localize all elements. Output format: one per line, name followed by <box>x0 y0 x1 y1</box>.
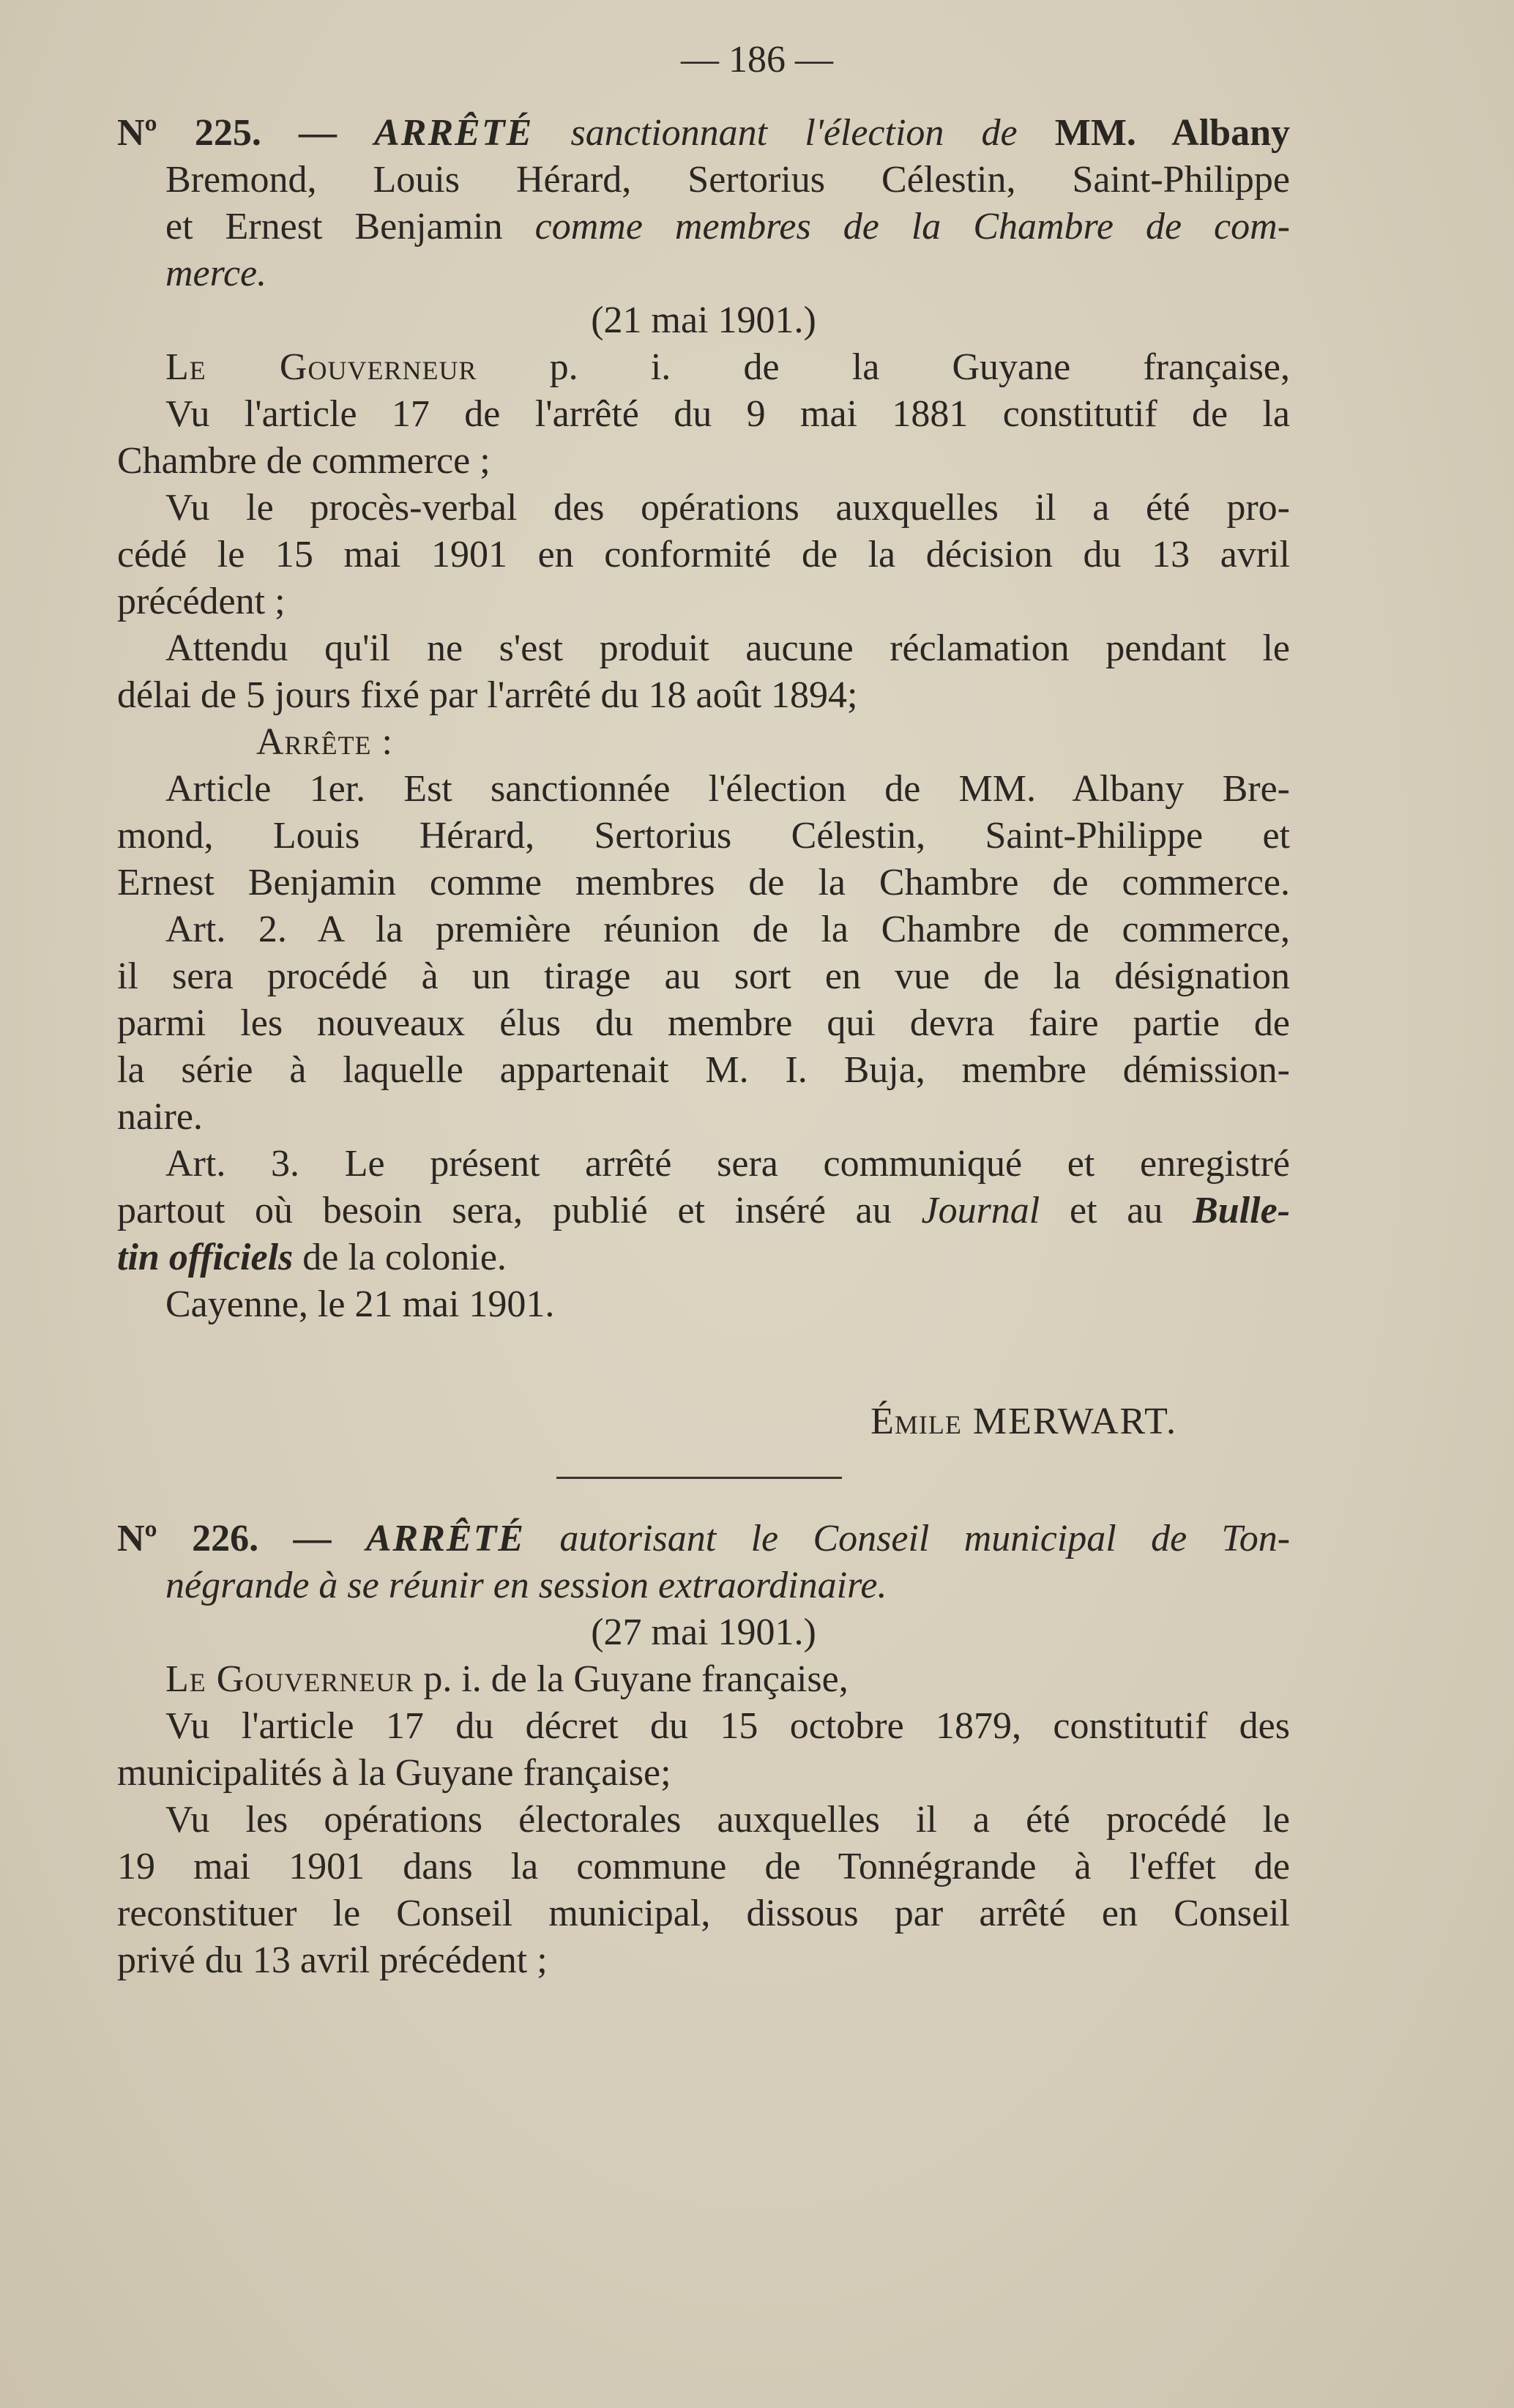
act-226-para-1-line-2: municipalités à la Guyane française; <box>117 1752 671 1794</box>
act-title-text: comme membres de la Chambre de com- <box>534 206 1291 247</box>
article-3-line-3 <box>117 1234 1290 1281</box>
article-2-line-5: naire. <box>117 1096 203 1138</box>
act-225-para-2-line-1: Vu le procès-verbal des opérations auxquelles il a été pro- <box>165 487 1290 529</box>
act-226-para-1-line-1: Vu l'article 17 du décret du 15 octobre 1879, constitutif des <box>165 1705 1290 1747</box>
act-225-para-2-line-3: précédent ; <box>117 581 286 622</box>
act-225-para-1-line-1: Vu l'article 17 de l'arrêté du 9 mai 1881 constitutif de la <box>165 393 1290 435</box>
act-225-title-line-1 <box>117 110 1290 157</box>
governor-label: Le Gouverneur <box>165 346 477 388</box>
article-3-line-1: Art. 3. Le présent arrêté sera communiqué et enregistré <box>165 1143 1290 1185</box>
arrete-heading: Arrête : <box>256 721 393 763</box>
act-226-title-line-1 <box>117 1516 1290 1562</box>
governor-rest: p. i. de la Guyane française, <box>549 346 1290 388</box>
article-2-line-1: Art. 2. A la première réunion de la Chambre de commerce, <box>165 909 1290 950</box>
article-3-text: et au <box>1070 1190 1163 1231</box>
act-title-text: autorisant le Conseil municipal de Ton- <box>559 1518 1291 1559</box>
act-number: Nº 226. — <box>117 1518 332 1559</box>
act-225-date: (21 mai 1901.) <box>591 299 816 341</box>
article-3-text: de la colonie. <box>302 1237 507 1278</box>
act-226-para-2-line-3: reconstituer le Conseil municipal, dissous par arrêté en Conseil <box>117 1893 1290 1934</box>
article-1-line-2: mond, Louis Hérard, Sertorius Célestin, Saint-Philippe et <box>117 815 1290 857</box>
article-3-bulletin-end: tin officiels <box>117 1237 294 1278</box>
act-225-title-line-4: merce. <box>165 253 267 294</box>
article-2-line-2: il sera procédé à un tirage au sort en vue de la désignation <box>117 955 1290 997</box>
act-226-para-2-line-1: Vu les opérations électorales auxquelles il a été procédé le <box>165 1799 1290 1841</box>
act-title-text: MM. Albany <box>1054 112 1291 154</box>
act-226-title-line-2: négrande à se réunir en session extraordinaire. <box>165 1565 887 1606</box>
act-225 <box>117 110 1290 1328</box>
act-title-word: ARRÊTÉ <box>365 1518 526 1559</box>
act-number: Nº 225. — <box>117 112 337 154</box>
act-225-para-3-line-2: délai de 5 jours fixé par l'arrêté du 18 août 1894; <box>117 674 858 716</box>
signature-last: MERWART. <box>972 1401 1177 1442</box>
section-divider <box>556 1477 842 1479</box>
signature <box>870 1400 1177 1443</box>
act-226-governor <box>117 1656 1290 1703</box>
act-225-title-line-3 <box>117 204 1290 250</box>
article-3-line-2 <box>117 1188 1290 1234</box>
act-226-para-2-line-4: privé du 13 avril précédent ; <box>117 1939 548 1981</box>
governor-rest: p. i. de la Guyane française, <box>423 1658 849 1700</box>
act-title-word: ARRÊTÉ <box>374 112 534 154</box>
place-date: Cayenne, le 21 mai 1901. <box>165 1283 555 1325</box>
act-225-para-3-line-1: Attendu qu'il ne s'est produit aucune réclamation pendant le <box>165 627 1290 669</box>
article-1-line-3: Ernest Benjamin comme membres de la Chambre de commerce. <box>117 862 1290 903</box>
article-3-journal: Journal <box>921 1190 1040 1231</box>
act-225-para-2-line-2: cédé le 15 mai 1901 en conformité de la décision du 13 avril <box>117 534 1290 575</box>
act-226 <box>117 1516 1290 1984</box>
act-225-governor <box>117 344 1290 391</box>
act-225-title-line-2: Bremond, Louis Hérard, Sertorius Célestin, Saint-Philippe <box>165 159 1290 201</box>
act-title-text: sanctionnant l'élection de <box>570 112 1018 154</box>
act-226-para-2-line-2: 19 mai 1901 dans la commune de Tonnégrande à l'effet de <box>117 1846 1290 1887</box>
page-number: — 186 — <box>681 39 833 81</box>
act-225-para-1-line-2: Chambre de commerce ; <box>117 440 491 482</box>
act-title-text: et Ernest Benjamin <box>165 206 503 247</box>
act-226-date: (27 mai 1901.) <box>591 1611 816 1653</box>
article-3-text: partout où besoin sera, publié et inséré au <box>117 1190 892 1231</box>
article-3-bulletin: Bulle- <box>1193 1190 1291 1231</box>
article-2-line-3: parmi les nouveaux élus du membre qui devra faire partie de <box>117 1002 1290 1044</box>
article-2-line-4: la série à laquelle appartenait M. I. Buja, membre démission- <box>117 1049 1290 1091</box>
article-1-line-1: Article 1er. Est sanctionnée l'élection de MM. Albany Bre- <box>165 768 1290 810</box>
signature-first: Émile <box>870 1401 962 1442</box>
governor-label: Le Gouverneur <box>165 1658 414 1700</box>
